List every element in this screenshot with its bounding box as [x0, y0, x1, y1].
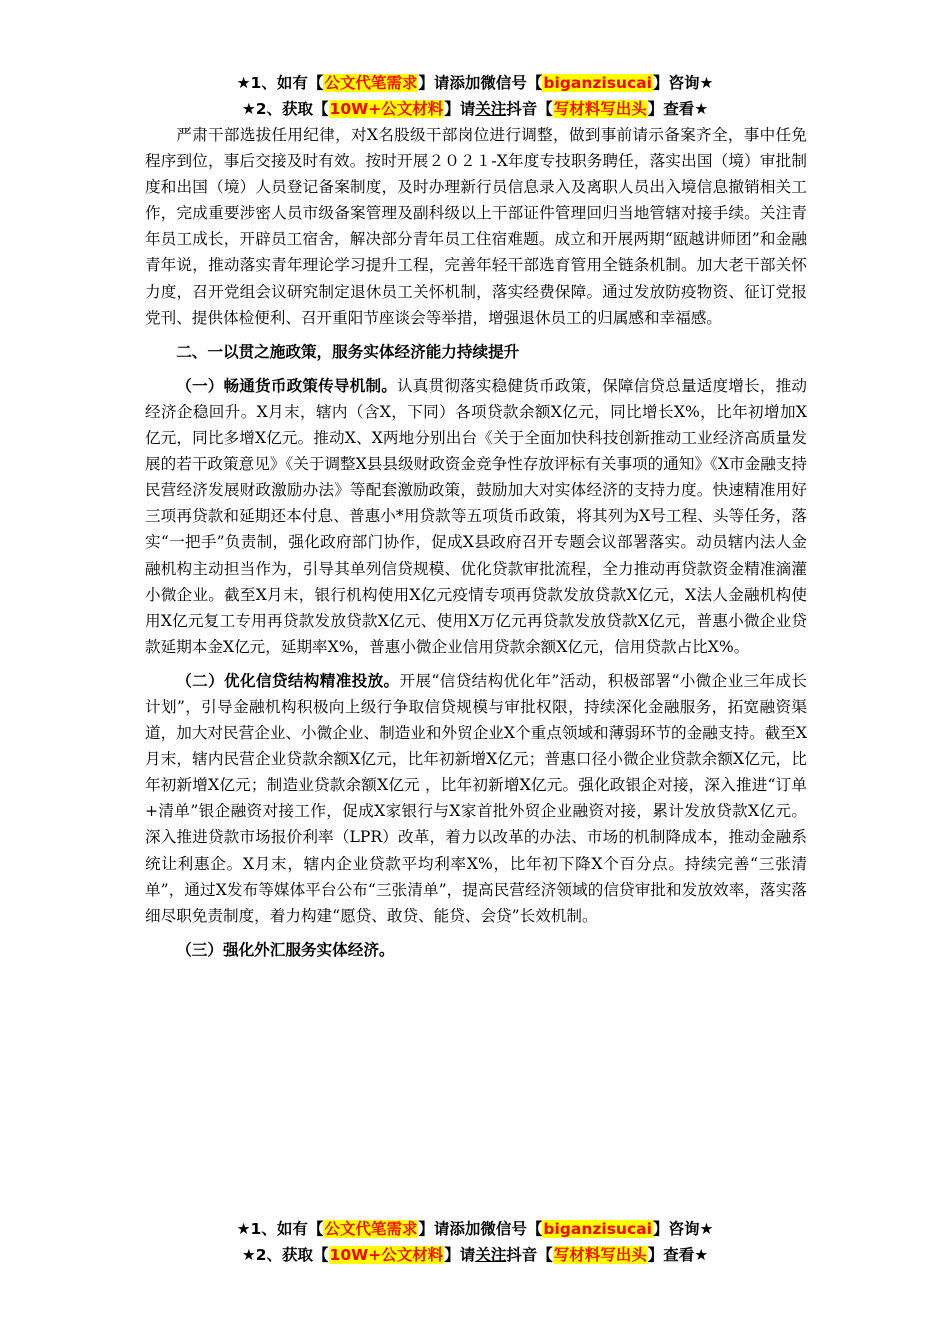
subsection-paragraph-3 — [145, 937, 807, 963]
promo-text: 】请 — [444, 1246, 476, 1264]
document-body — [145, 122, 807, 963]
promo-text: 】咨询★ — [652, 74, 714, 92]
promo-underline: 关注 — [475, 100, 507, 118]
intro-paragraph: 严肃干部选拔任用纪律，对X名股级干部岗位进行调整，做到事前请示备案齐全，事中任免程序到位，事后交接及时有效。按时开展２０２１-X年度专技职务聘任，落实出国（境）审批制度和出国（境）人员登记备案制度，及时办理新行员信息录入及离职人员出入境信息撤销相关工作，完成重要涉密人员市级备案管理及副科级以上干部证件管理回归当地管辖对接手续。关注青年员工成长，开辟员工宿舍，解决部分青年员工住宿难题。成立和开展两期“瓯越讲师团”和金融青年说，推动落实青年理论学习提升工程，完善年轻干部选育管用全链条机制。加大老干部关怀力度，召开党组会议研究制定退休员工关怀机制，落实经费保障。通过发放防疫物资、征订党报党刊、提供体检便利、召开重阳节座谈会等举措，增强退休员工的归属感和幸福感。 — [145, 126, 807, 327]
promo-text: 】请添加微信号【 — [418, 1220, 543, 1238]
promo-text: 】请添加微信号【 — [418, 74, 543, 92]
promo-line-1 — [0, 70, 950, 96]
promo-banner-top — [0, 70, 950, 122]
subsection-paragraph-2 — [145, 668, 807, 929]
promo-underline: 关注 — [475, 1246, 507, 1264]
promo-highlight: 写材料写出头 — [553, 100, 647, 118]
section-heading: 二、一以贯之施政策，服务实体经济能力持续提升 — [176, 342, 520, 361]
subsection-body: 开展“信贷结构优化年”活动，积极部署“小微企业三年成长计划”，引导金融机构积极向上级行争取信贷规模与审批权限，持续深化金融服务，拓宽融资渠道，加大对民营企业、小微企业、制造业和外贸企业X个重点领域和薄弱环节的金融支持。截至X月末，辖内民营企业贷款余额X亿元，比年初新增X亿元；普惠口径小微企业贷款余额X亿元，比年初新增X亿元；制造业贷款余额X亿元 ，比年初新增X亿元。强化政银企对接，深入推进“订单+清单”银企融资对接工作，促成X家银行与X家首批外贸企业融资对接，累计发放贷款X亿元。深入推进贷款市场报价利率（LPR）改革，着力以改革的办法、市场的机制降成本，推动金融系统让利惠企。X月末，辖内企业贷款平均利率X%，比年初下降X个百分点。持续完善“三张清单”，通过X发布等媒体平台公布“三张清单”，提高民营经济领域的信贷审批和发放效率，落实落细尽职免责制度，着力构建“愿贷、敢贷、能贷、会贷”长效机制。 — [145, 671, 807, 925]
promo-text: 】请 — [444, 100, 476, 118]
promo-highlight: 写材料写出头 — [553, 1246, 647, 1264]
promo-line-2 — [0, 96, 950, 122]
promo-text: 】查看★ — [647, 1246, 709, 1264]
promo-highlight: 10W+公文材料 — [329, 1246, 444, 1264]
promo-text: ★2、获取【 — [241, 1246, 329, 1264]
subsection-title: （三）强化外汇服务实体经济。 — [176, 940, 395, 959]
promo-text: 抖音【 — [506, 100, 553, 118]
promo-text: 】查看★ — [647, 100, 709, 118]
promo-highlight: biganzisucai — [543, 1220, 652, 1238]
promo-banner-bottom — [0, 1216, 950, 1268]
promo-text: ★2、获取【 — [241, 100, 329, 118]
subsection-paragraph-1 — [145, 373, 807, 660]
promo-text: 抖音【 — [506, 1246, 553, 1264]
subsection-body: 认真贯彻落实稳健货币政策，保障信贷总量适度增长，推动经济企稳回升。X月末，辖内（含X，下同）各项贷款余额X亿元，同比增长X%，比年初增加X亿元，同比多增X亿元。推动X、X两地分别出台《关于全面加快科技创新推动工业经济高质量发展的若干政策意见》《关于调整X县县级财政资金竞争性存放评标有关事项的通知》《X市金融支持民营经济发展财政激励办法》等配套激励政策，鼓励加大对实体经济的支持力度。快速精准用好三项再贷款和延期还本付息、普惠小*用贷款等五项货币政策，将其列为X号工程、头等任务，落实“一把手”负责制，强化政府部门协作，促成X县政府召开专题会议部署落实。动员辖内法人金融机构主动担当作为，引导其单列信贷规模、优化贷款审批流程，全力推动再贷款资金精准滴灌小微企业。截至X月末，银行机构使用X亿元疫情专项再贷款发放贷款X亿元，X法人金融机构使用X亿元复工专用再贷款发放贷款X亿元、使用X万亿元再贷款发放贷款X亿元，普惠小微企业贷款延期本金X亿元，延期率X%，普惠小微企业信用贷款余额X亿元，信用贷款占比X%。 — [145, 376, 807, 656]
promo-highlight: 公文代笔需求 — [324, 1220, 418, 1238]
promo-line-2 — [0, 1242, 950, 1268]
subsection-title: （二）优化信贷结构精准投放。 — [176, 671, 400, 690]
promo-highlight: 10W+公文材料 — [329, 100, 444, 118]
subsection-title: （一）畅通货币政策传导机制。 — [176, 376, 398, 395]
promo-highlight: 公文代笔需求 — [324, 74, 418, 92]
promo-text: ★1、如有【 — [236, 1220, 324, 1238]
promo-text: 】咨询★ — [652, 1220, 714, 1238]
promo-highlight: biganzisucai — [543, 74, 652, 92]
promo-line-1 — [0, 1216, 950, 1242]
promo-text: ★1、如有【 — [236, 74, 324, 92]
